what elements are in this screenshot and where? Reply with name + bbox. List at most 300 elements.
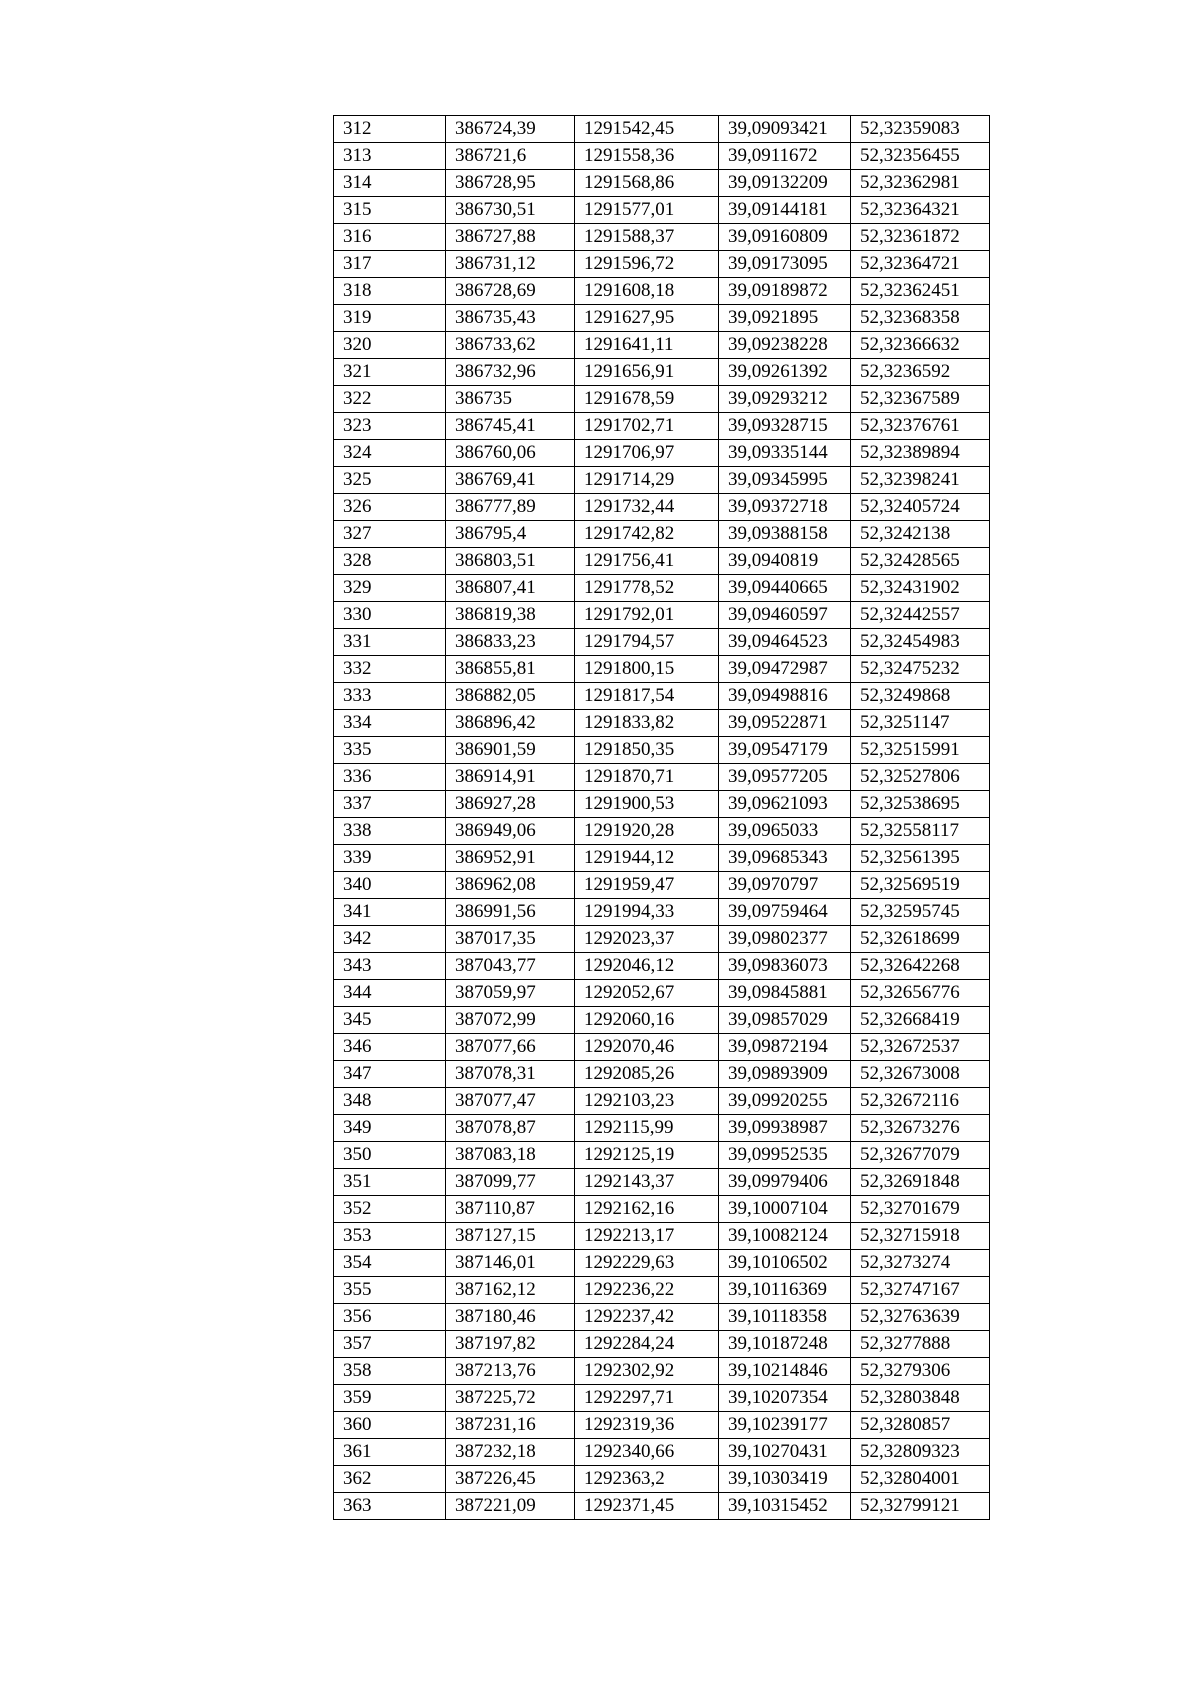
x-coordinate-cell: 387232,18 bbox=[446, 1439, 575, 1466]
longitude-cell: 39,10116369 bbox=[719, 1277, 851, 1304]
y-coordinate-cell: 1291817,54 bbox=[575, 683, 719, 710]
table-row bbox=[334, 764, 990, 791]
longitude-cell: 39,10187248 bbox=[719, 1331, 851, 1358]
y-coordinate-cell: 1291542,45 bbox=[575, 116, 719, 143]
y-coordinate-cell: 1292340,66 bbox=[575, 1439, 719, 1466]
y-coordinate-cell: 1291920,28 bbox=[575, 818, 719, 845]
table-row bbox=[334, 467, 990, 494]
longitude-cell: 39,09893909 bbox=[719, 1061, 851, 1088]
latitude-cell: 52,32618699 bbox=[851, 926, 990, 953]
latitude-cell: 52,32673008 bbox=[851, 1061, 990, 1088]
x-coordinate-cell: 386732,96 bbox=[446, 359, 575, 386]
longitude-cell: 39,09173095 bbox=[719, 251, 851, 278]
point-number-cell: 321 bbox=[334, 359, 446, 386]
point-number-cell: 314 bbox=[334, 170, 446, 197]
y-coordinate-cell: 1291608,18 bbox=[575, 278, 719, 305]
table-row bbox=[334, 1304, 990, 1331]
point-number-cell: 327 bbox=[334, 521, 446, 548]
latitude-cell: 52,32803848 bbox=[851, 1385, 990, 1412]
point-number-cell: 324 bbox=[334, 440, 446, 467]
table-row bbox=[334, 305, 990, 332]
y-coordinate-cell: 1292046,12 bbox=[575, 953, 719, 980]
table-row bbox=[334, 710, 990, 737]
x-coordinate-cell: 386769,41 bbox=[446, 467, 575, 494]
longitude-cell: 39,09802377 bbox=[719, 926, 851, 953]
longitude-cell: 39,09577205 bbox=[719, 764, 851, 791]
y-coordinate-cell: 1291833,82 bbox=[575, 710, 719, 737]
longitude-cell: 39,09498816 bbox=[719, 683, 851, 710]
x-coordinate-cell: 386949,06 bbox=[446, 818, 575, 845]
point-number-cell: 341 bbox=[334, 899, 446, 926]
point-number-cell: 331 bbox=[334, 629, 446, 656]
latitude-cell: 52,3277888 bbox=[851, 1331, 990, 1358]
latitude-cell: 52,32672537 bbox=[851, 1034, 990, 1061]
longitude-cell: 39,10106502 bbox=[719, 1250, 851, 1277]
y-coordinate-cell: 1292237,42 bbox=[575, 1304, 719, 1331]
table-row bbox=[334, 872, 990, 899]
latitude-cell: 52,32389894 bbox=[851, 440, 990, 467]
latitude-cell: 52,32677079 bbox=[851, 1142, 990, 1169]
point-number-cell: 326 bbox=[334, 494, 446, 521]
table-row bbox=[334, 953, 990, 980]
x-coordinate-cell: 387213,76 bbox=[446, 1358, 575, 1385]
table-row bbox=[334, 521, 990, 548]
longitude-cell: 39,09328715 bbox=[719, 413, 851, 440]
point-number-cell: 318 bbox=[334, 278, 446, 305]
point-number-cell: 320 bbox=[334, 332, 446, 359]
x-coordinate-cell: 387162,12 bbox=[446, 1277, 575, 1304]
longitude-cell: 39,09938987 bbox=[719, 1115, 851, 1142]
y-coordinate-cell: 1291641,11 bbox=[575, 332, 719, 359]
table-row bbox=[334, 926, 990, 953]
y-coordinate-cell: 1291959,47 bbox=[575, 872, 719, 899]
latitude-cell: 52,32569519 bbox=[851, 872, 990, 899]
y-coordinate-cell: 1292103,23 bbox=[575, 1088, 719, 1115]
latitude-cell: 52,32515991 bbox=[851, 737, 990, 764]
longitude-cell: 39,0970797 bbox=[719, 872, 851, 899]
table-row bbox=[334, 575, 990, 602]
latitude-cell: 52,3236592 bbox=[851, 359, 990, 386]
y-coordinate-cell: 1292070,46 bbox=[575, 1034, 719, 1061]
longitude-cell: 39,09335144 bbox=[719, 440, 851, 467]
x-coordinate-cell: 386807,41 bbox=[446, 575, 575, 602]
y-coordinate-cell: 1292115,99 bbox=[575, 1115, 719, 1142]
table-row bbox=[334, 791, 990, 818]
y-coordinate-cell: 1291792,01 bbox=[575, 602, 719, 629]
point-number-cell: 358 bbox=[334, 1358, 446, 1385]
y-coordinate-cell: 1291706,97 bbox=[575, 440, 719, 467]
y-coordinate-cell: 1292284,24 bbox=[575, 1331, 719, 1358]
longitude-cell: 39,09093421 bbox=[719, 116, 851, 143]
longitude-cell: 39,0921895 bbox=[719, 305, 851, 332]
point-number-cell: 330 bbox=[334, 602, 446, 629]
point-number-cell: 347 bbox=[334, 1061, 446, 1088]
table-row bbox=[334, 818, 990, 845]
y-coordinate-cell: 1292060,16 bbox=[575, 1007, 719, 1034]
longitude-cell: 39,09836073 bbox=[719, 953, 851, 980]
point-number-cell: 312 bbox=[334, 116, 446, 143]
table-row bbox=[334, 737, 990, 764]
x-coordinate-cell: 387059,97 bbox=[446, 980, 575, 1007]
latitude-cell: 52,32431902 bbox=[851, 575, 990, 602]
x-coordinate-cell: 386991,56 bbox=[446, 899, 575, 926]
latitude-cell: 52,32362981 bbox=[851, 170, 990, 197]
table-row bbox=[334, 1034, 990, 1061]
point-number-cell: 328 bbox=[334, 548, 446, 575]
table-row bbox=[334, 440, 990, 467]
y-coordinate-cell: 1291756,41 bbox=[575, 548, 719, 575]
latitude-cell: 52,32763639 bbox=[851, 1304, 990, 1331]
point-number-cell: 343 bbox=[334, 953, 446, 980]
table-row bbox=[334, 494, 990, 521]
longitude-cell: 39,09440665 bbox=[719, 575, 851, 602]
longitude-cell: 39,10239177 bbox=[719, 1412, 851, 1439]
latitude-cell: 52,32656776 bbox=[851, 980, 990, 1007]
latitude-cell: 52,32475232 bbox=[851, 656, 990, 683]
y-coordinate-cell: 1291596,72 bbox=[575, 251, 719, 278]
point-number-cell: 357 bbox=[334, 1331, 446, 1358]
longitude-cell: 39,09144181 bbox=[719, 197, 851, 224]
table-row bbox=[334, 332, 990, 359]
table-row bbox=[334, 1142, 990, 1169]
x-coordinate-cell: 386914,91 bbox=[446, 764, 575, 791]
x-coordinate-cell: 386731,12 bbox=[446, 251, 575, 278]
table-row bbox=[334, 602, 990, 629]
longitude-cell: 39,09845881 bbox=[719, 980, 851, 1007]
table-row bbox=[334, 170, 990, 197]
x-coordinate-cell: 386896,42 bbox=[446, 710, 575, 737]
table-row bbox=[334, 1223, 990, 1250]
x-coordinate-cell: 387221,09 bbox=[446, 1493, 575, 1520]
coordinates-table bbox=[333, 115, 990, 1520]
table-row bbox=[334, 656, 990, 683]
point-number-cell: 355 bbox=[334, 1277, 446, 1304]
table-row bbox=[334, 197, 990, 224]
x-coordinate-cell: 387146,01 bbox=[446, 1250, 575, 1277]
x-coordinate-cell: 387099,77 bbox=[446, 1169, 575, 1196]
latitude-cell: 52,32672116 bbox=[851, 1088, 990, 1115]
latitude-cell: 52,32368358 bbox=[851, 305, 990, 332]
x-coordinate-cell: 387225,72 bbox=[446, 1385, 575, 1412]
longitude-cell: 39,10270431 bbox=[719, 1439, 851, 1466]
longitude-cell: 39,09464523 bbox=[719, 629, 851, 656]
longitude-cell: 39,0911672 bbox=[719, 143, 851, 170]
longitude-cell: 39,10303419 bbox=[719, 1466, 851, 1493]
longitude-cell: 39,09372718 bbox=[719, 494, 851, 521]
latitude-cell: 52,32715918 bbox=[851, 1223, 990, 1250]
x-coordinate-cell: 386795,4 bbox=[446, 521, 575, 548]
longitude-cell: 39,09238228 bbox=[719, 332, 851, 359]
table-row bbox=[334, 980, 990, 1007]
y-coordinate-cell: 1291870,71 bbox=[575, 764, 719, 791]
x-coordinate-cell: 387077,47 bbox=[446, 1088, 575, 1115]
point-number-cell: 362 bbox=[334, 1466, 446, 1493]
latitude-cell: 52,32398241 bbox=[851, 467, 990, 494]
x-coordinate-cell: 386760,06 bbox=[446, 440, 575, 467]
table-row bbox=[334, 1007, 990, 1034]
y-coordinate-cell: 1292085,26 bbox=[575, 1061, 719, 1088]
point-number-cell: 345 bbox=[334, 1007, 446, 1034]
point-number-cell: 336 bbox=[334, 764, 446, 791]
x-coordinate-cell: 386927,28 bbox=[446, 791, 575, 818]
table-row bbox=[334, 1466, 990, 1493]
point-number-cell: 361 bbox=[334, 1439, 446, 1466]
table-row bbox=[334, 359, 990, 386]
y-coordinate-cell: 1292125,19 bbox=[575, 1142, 719, 1169]
latitude-cell: 52,32366632 bbox=[851, 332, 990, 359]
longitude-cell: 39,10207354 bbox=[719, 1385, 851, 1412]
point-number-cell: 332 bbox=[334, 656, 446, 683]
y-coordinate-cell: 1292302,92 bbox=[575, 1358, 719, 1385]
y-coordinate-cell: 1291568,86 bbox=[575, 170, 719, 197]
latitude-cell: 52,32359083 bbox=[851, 116, 990, 143]
longitude-cell: 39,09345995 bbox=[719, 467, 851, 494]
x-coordinate-cell: 386721,6 bbox=[446, 143, 575, 170]
point-number-cell: 313 bbox=[334, 143, 446, 170]
y-coordinate-cell: 1291577,01 bbox=[575, 197, 719, 224]
table-row bbox=[334, 413, 990, 440]
y-coordinate-cell: 1292143,37 bbox=[575, 1169, 719, 1196]
y-coordinate-cell: 1292363,2 bbox=[575, 1466, 719, 1493]
point-number-cell: 351 bbox=[334, 1169, 446, 1196]
longitude-cell: 39,0965033 bbox=[719, 818, 851, 845]
longitude-cell: 39,09547179 bbox=[719, 737, 851, 764]
x-coordinate-cell: 386803,51 bbox=[446, 548, 575, 575]
latitude-cell: 52,32642268 bbox=[851, 953, 990, 980]
y-coordinate-cell: 1291558,36 bbox=[575, 143, 719, 170]
latitude-cell: 52,32356455 bbox=[851, 143, 990, 170]
longitude-cell: 39,09460597 bbox=[719, 602, 851, 629]
point-number-cell: 319 bbox=[334, 305, 446, 332]
longitude-cell: 39,09685343 bbox=[719, 845, 851, 872]
point-number-cell: 333 bbox=[334, 683, 446, 710]
x-coordinate-cell: 386777,89 bbox=[446, 494, 575, 521]
latitude-cell: 52,32527806 bbox=[851, 764, 990, 791]
y-coordinate-cell: 1292371,45 bbox=[575, 1493, 719, 1520]
x-coordinate-cell: 386733,62 bbox=[446, 332, 575, 359]
y-coordinate-cell: 1292319,36 bbox=[575, 1412, 719, 1439]
table-row bbox=[334, 629, 990, 656]
latitude-cell: 52,32691848 bbox=[851, 1169, 990, 1196]
point-number-cell: 335 bbox=[334, 737, 446, 764]
longitude-cell: 39,09621093 bbox=[719, 791, 851, 818]
table-row bbox=[334, 1385, 990, 1412]
point-number-cell: 363 bbox=[334, 1493, 446, 1520]
y-coordinate-cell: 1292162,16 bbox=[575, 1196, 719, 1223]
longitude-cell: 39,09472987 bbox=[719, 656, 851, 683]
latitude-cell: 52,32809323 bbox=[851, 1439, 990, 1466]
latitude-cell: 52,32367589 bbox=[851, 386, 990, 413]
point-number-cell: 352 bbox=[334, 1196, 446, 1223]
x-coordinate-cell: 387078,87 bbox=[446, 1115, 575, 1142]
latitude-cell: 52,32454983 bbox=[851, 629, 990, 656]
x-coordinate-cell: 386833,23 bbox=[446, 629, 575, 656]
table-row bbox=[334, 1493, 990, 1520]
point-number-cell: 342 bbox=[334, 926, 446, 953]
y-coordinate-cell: 1292229,63 bbox=[575, 1250, 719, 1277]
table-row bbox=[334, 845, 990, 872]
y-coordinate-cell: 1292236,22 bbox=[575, 1277, 719, 1304]
table-row bbox=[334, 683, 990, 710]
point-number-cell: 316 bbox=[334, 224, 446, 251]
point-number-cell: 338 bbox=[334, 818, 446, 845]
latitude-cell: 52,32364721 bbox=[851, 251, 990, 278]
x-coordinate-cell: 387197,82 bbox=[446, 1331, 575, 1358]
y-coordinate-cell: 1291994,33 bbox=[575, 899, 719, 926]
table-row bbox=[334, 1169, 990, 1196]
x-coordinate-cell: 386728,69 bbox=[446, 278, 575, 305]
x-coordinate-cell: 387110,87 bbox=[446, 1196, 575, 1223]
longitude-cell: 39,09979406 bbox=[719, 1169, 851, 1196]
point-number-cell: 350 bbox=[334, 1142, 446, 1169]
table-row bbox=[334, 1412, 990, 1439]
y-coordinate-cell: 1291714,29 bbox=[575, 467, 719, 494]
table-row bbox=[334, 1439, 990, 1466]
point-number-cell: 346 bbox=[334, 1034, 446, 1061]
longitude-cell: 39,10118358 bbox=[719, 1304, 851, 1331]
longitude-cell: 39,10214846 bbox=[719, 1358, 851, 1385]
x-coordinate-cell: 387226,45 bbox=[446, 1466, 575, 1493]
latitude-cell: 52,32799121 bbox=[851, 1493, 990, 1520]
x-coordinate-cell: 386730,51 bbox=[446, 197, 575, 224]
point-number-cell: 360 bbox=[334, 1412, 446, 1439]
longitude-cell: 39,10315452 bbox=[719, 1493, 851, 1520]
latitude-cell: 52,32361872 bbox=[851, 224, 990, 251]
latitude-cell: 52,32362451 bbox=[851, 278, 990, 305]
latitude-cell: 52,3249868 bbox=[851, 683, 990, 710]
y-coordinate-cell: 1291944,12 bbox=[575, 845, 719, 872]
x-coordinate-cell: 386735,43 bbox=[446, 305, 575, 332]
longitude-cell: 39,09293212 bbox=[719, 386, 851, 413]
y-coordinate-cell: 1291794,57 bbox=[575, 629, 719, 656]
latitude-cell: 52,32673276 bbox=[851, 1115, 990, 1142]
point-number-cell: 339 bbox=[334, 845, 446, 872]
table-row bbox=[334, 224, 990, 251]
table-row bbox=[334, 143, 990, 170]
y-coordinate-cell: 1291627,95 bbox=[575, 305, 719, 332]
latitude-cell: 52,32376761 bbox=[851, 413, 990, 440]
table-row bbox=[334, 1331, 990, 1358]
table-row bbox=[334, 116, 990, 143]
latitude-cell: 52,32804001 bbox=[851, 1466, 990, 1493]
x-coordinate-cell: 386727,88 bbox=[446, 224, 575, 251]
point-number-cell: 344 bbox=[334, 980, 446, 1007]
y-coordinate-cell: 1291742,82 bbox=[575, 521, 719, 548]
point-number-cell: 359 bbox=[334, 1385, 446, 1412]
latitude-cell: 52,32538695 bbox=[851, 791, 990, 818]
table-row bbox=[334, 278, 990, 305]
y-coordinate-cell: 1291778,52 bbox=[575, 575, 719, 602]
point-number-cell: 322 bbox=[334, 386, 446, 413]
latitude-cell: 52,3280857 bbox=[851, 1412, 990, 1439]
point-number-cell: 329 bbox=[334, 575, 446, 602]
coordinates-table-body bbox=[334, 116, 990, 1520]
x-coordinate-cell: 387083,18 bbox=[446, 1142, 575, 1169]
x-coordinate-cell: 387180,46 bbox=[446, 1304, 575, 1331]
longitude-cell: 39,09388158 bbox=[719, 521, 851, 548]
longitude-cell: 39,09920255 bbox=[719, 1088, 851, 1115]
latitude-cell: 52,32364321 bbox=[851, 197, 990, 224]
longitude-cell: 39,09952535 bbox=[719, 1142, 851, 1169]
table-row bbox=[334, 1088, 990, 1115]
table-row bbox=[334, 1115, 990, 1142]
y-coordinate-cell: 1292297,71 bbox=[575, 1385, 719, 1412]
latitude-cell: 52,32747167 bbox=[851, 1277, 990, 1304]
x-coordinate-cell: 386952,91 bbox=[446, 845, 575, 872]
x-coordinate-cell: 387127,15 bbox=[446, 1223, 575, 1250]
point-number-cell: 337 bbox=[334, 791, 446, 818]
point-number-cell: 323 bbox=[334, 413, 446, 440]
point-number-cell: 356 bbox=[334, 1304, 446, 1331]
longitude-cell: 39,10007104 bbox=[719, 1196, 851, 1223]
x-coordinate-cell: 386962,08 bbox=[446, 872, 575, 899]
latitude-cell: 52,32668419 bbox=[851, 1007, 990, 1034]
x-coordinate-cell: 387017,35 bbox=[446, 926, 575, 953]
table-row bbox=[334, 251, 990, 278]
x-coordinate-cell: 386855,81 bbox=[446, 656, 575, 683]
point-number-cell: 317 bbox=[334, 251, 446, 278]
latitude-cell: 52,32428565 bbox=[851, 548, 990, 575]
y-coordinate-cell: 1291850,35 bbox=[575, 737, 719, 764]
y-coordinate-cell: 1292213,17 bbox=[575, 1223, 719, 1250]
y-coordinate-cell: 1292023,37 bbox=[575, 926, 719, 953]
latitude-cell: 52,32701679 bbox=[851, 1196, 990, 1223]
x-coordinate-cell: 386819,38 bbox=[446, 602, 575, 629]
y-coordinate-cell: 1291702,71 bbox=[575, 413, 719, 440]
y-coordinate-cell: 1291732,44 bbox=[575, 494, 719, 521]
latitude-cell: 52,3251147 bbox=[851, 710, 990, 737]
point-number-cell: 334 bbox=[334, 710, 446, 737]
y-coordinate-cell: 1291678,59 bbox=[575, 386, 719, 413]
table-row bbox=[334, 899, 990, 926]
y-coordinate-cell: 1291800,15 bbox=[575, 656, 719, 683]
x-coordinate-cell: 387072,99 bbox=[446, 1007, 575, 1034]
longitude-cell: 39,09189872 bbox=[719, 278, 851, 305]
point-number-cell: 325 bbox=[334, 467, 446, 494]
latitude-cell: 52,3279306 bbox=[851, 1358, 990, 1385]
point-number-cell: 340 bbox=[334, 872, 446, 899]
table-row bbox=[334, 1196, 990, 1223]
latitude-cell: 52,3273274 bbox=[851, 1250, 990, 1277]
latitude-cell: 52,32558117 bbox=[851, 818, 990, 845]
table-row bbox=[334, 548, 990, 575]
longitude-cell: 39,10082124 bbox=[719, 1223, 851, 1250]
x-coordinate-cell: 387077,66 bbox=[446, 1034, 575, 1061]
x-coordinate-cell: 387043,77 bbox=[446, 953, 575, 980]
table-row bbox=[334, 1061, 990, 1088]
point-number-cell: 315 bbox=[334, 197, 446, 224]
longitude-cell: 39,0940819 bbox=[719, 548, 851, 575]
x-coordinate-cell: 387231,16 bbox=[446, 1412, 575, 1439]
x-coordinate-cell: 386735 bbox=[446, 386, 575, 413]
latitude-cell: 52,32442557 bbox=[851, 602, 990, 629]
table-row bbox=[334, 1358, 990, 1385]
longitude-cell: 39,09160809 bbox=[719, 224, 851, 251]
y-coordinate-cell: 1291656,91 bbox=[575, 359, 719, 386]
x-coordinate-cell: 387078,31 bbox=[446, 1061, 575, 1088]
latitude-cell: 52,32561395 bbox=[851, 845, 990, 872]
longitude-cell: 39,09872194 bbox=[719, 1034, 851, 1061]
y-coordinate-cell: 1291588,37 bbox=[575, 224, 719, 251]
longitude-cell: 39,09522871 bbox=[719, 710, 851, 737]
x-coordinate-cell: 386728,95 bbox=[446, 170, 575, 197]
x-coordinate-cell: 386724,39 bbox=[446, 116, 575, 143]
point-number-cell: 353 bbox=[334, 1223, 446, 1250]
table-row bbox=[334, 1250, 990, 1277]
point-number-cell: 349 bbox=[334, 1115, 446, 1142]
y-coordinate-cell: 1291900,53 bbox=[575, 791, 719, 818]
x-coordinate-cell: 386901,59 bbox=[446, 737, 575, 764]
